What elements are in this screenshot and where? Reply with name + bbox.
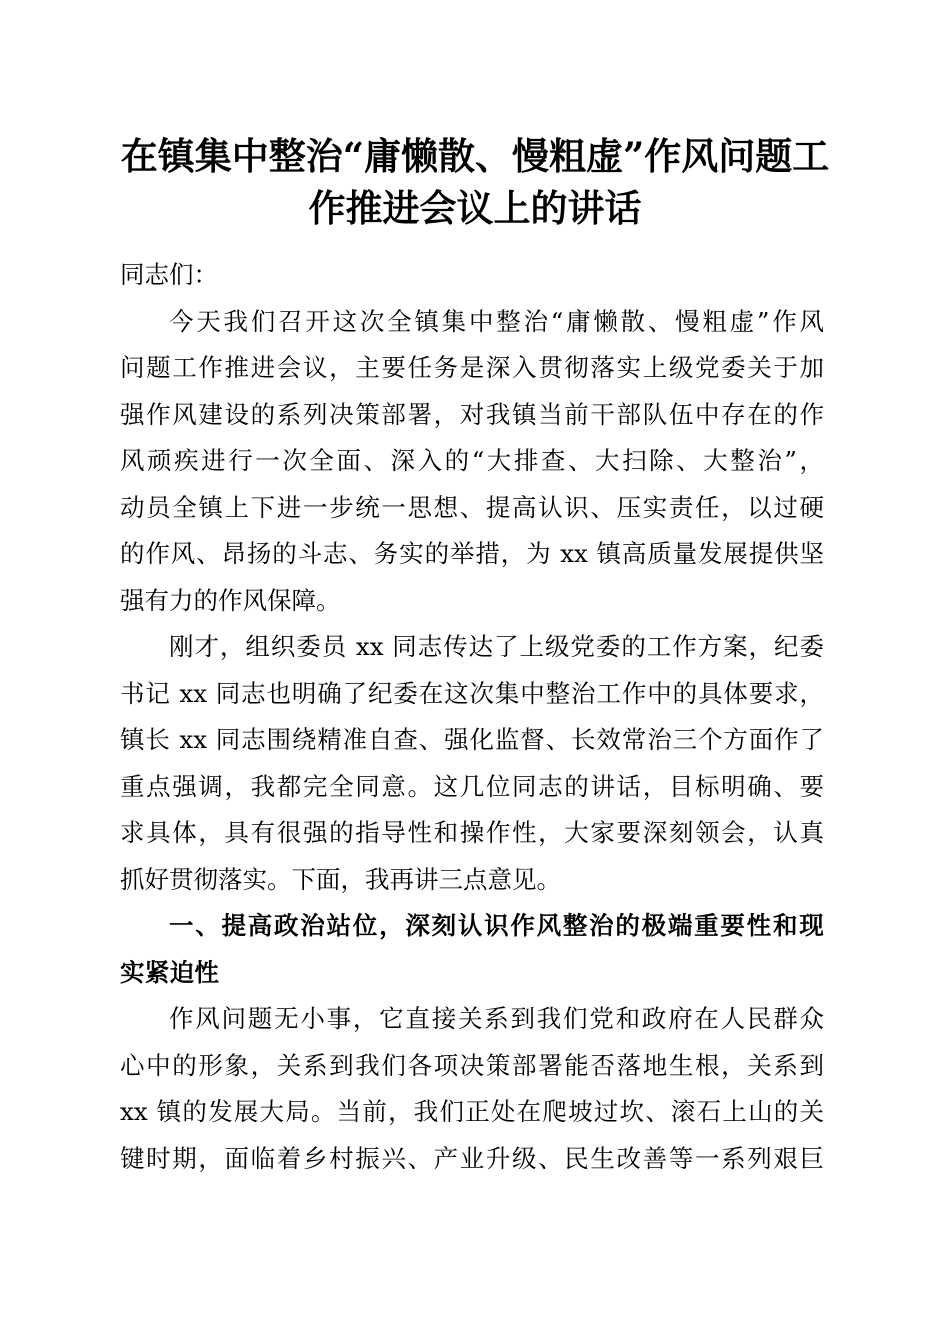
text-line: 求具体，具有很强的指导性和操作性，大家要深刻领会，认真 — [120, 818, 824, 847]
text-line: 抓好贯彻落实。下面，我再讲三点意见。 — [120, 864, 561, 894]
section-heading — [120, 903, 824, 996]
text-line: 强作风建设的系列决策部署，对我镇当前干部队伍中存在的作 — [120, 399, 824, 429]
heading-line: 一、提高政治站位，深刻认识作风整治的极端重要性和现 — [169, 911, 824, 940]
text-line: 风顽疾进行一次全面、深入的“大排查、大扫除、大整治”， — [120, 446, 824, 475]
text-line: 动员全镇上下进一步统一思想、提高认识、压实责任，以过硬 — [120, 492, 824, 522]
title-line: 作推进会议上的讲话 — [308, 186, 642, 230]
paragraph-summary — [120, 624, 824, 903]
text-line: 重点强调，我都完全同意。这几位同志的讲话，目标明确、要 — [120, 771, 824, 801]
text-line: 今天我们召开这次全镇集中整治“庸懒散、慢粗虚”作风 — [169, 306, 824, 336]
greeting: 同志们： — [120, 260, 218, 289]
text-line: 刚才，组织委员 xx 同志传达了上级党委的工作方案，纪委 — [169, 632, 824, 661]
paragraph-opening — [120, 299, 824, 625]
title-line: 在镇集中整治“庸懒散、慢粗虚”作风问题工 — [120, 134, 830, 178]
text-line: 心中的形象，关系到我们各项决策部署能否落地生根，关系到 — [120, 1050, 824, 1080]
heading-line: 实紧迫性 — [120, 957, 220, 987]
text-line: 键时期，面临着乡村振兴、产业升级、民生改善等一系列艰巨 — [120, 1143, 824, 1173]
paragraph-section-1 — [120, 996, 824, 1182]
text-line: 书记 xx 同志也明确了纪委在这次集中整治工作中的具体要求， — [120, 678, 824, 708]
document-title — [100, 130, 850, 234]
text-line: xx 镇的发展大局。当前，我们正处在爬坡过坎、滚石上山的关 — [120, 1097, 824, 1126]
text-line: 作风问题无小事，它直接关系到我们党和政府在人民群众 — [169, 1004, 824, 1033]
text-line: 问题工作推进会议，主要任务是深入贯彻落实上级党委关于加 — [120, 353, 824, 382]
text-line: 强有力的作风保障。 — [120, 585, 341, 615]
text-line: 的作风、昂扬的斗志、务实的举措，为 xx 镇高质量发展提供坚 — [120, 539, 824, 568]
document-body — [120, 252, 824, 1182]
text-line: 镇长 xx 同志围绕精准自查、强化监督、长效常治三个方面作了 — [120, 725, 824, 754]
